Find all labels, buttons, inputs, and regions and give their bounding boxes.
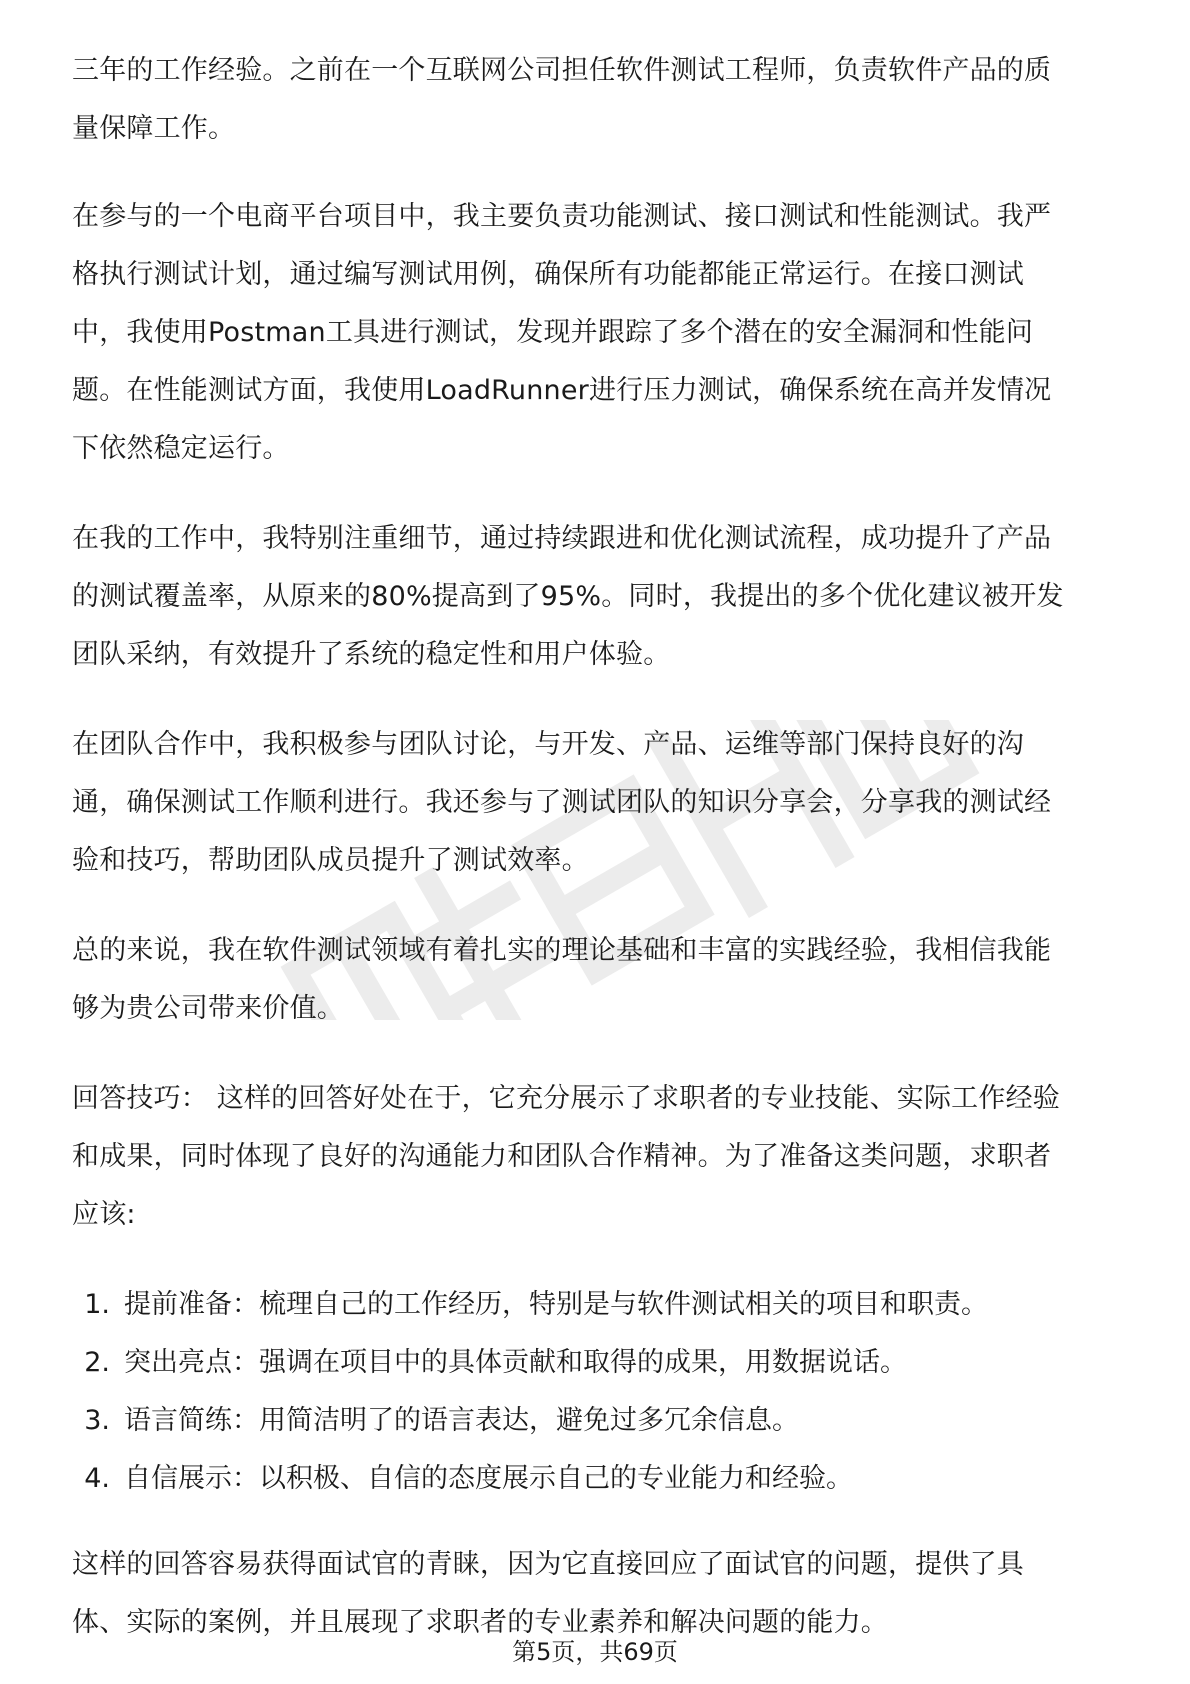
page-number-footer: 第5页，共69页	[512, 1638, 678, 1666]
list-item	[72, 1392, 1122, 1450]
list-text: 自信展示：以积极、自信的态度展示自己的专业能力和经验。	[124, 1463, 853, 1494]
paragraph-project: 在参与的一个电商平台项目中，我主要负责功能测试、接口测试和性能测试。我严 格执行测试计划，通过编写测试用例，确保所有功能都能正常运行。在接口测试 中，我使用Postman工具进行测试，发现并跟踪了多个潜在的安全漏洞和性能问 题。在性能测试方面，我使用LoadRunner进行压力测试，确保系统在高并发情况 下依然稳定运行。	[72, 201, 1052, 464]
paragraph-closing: 这样的回答容易获得面试官的青睐，因为它直接回应了面试官的问题，提供了具 体、实际的案例，并且展现了求职者的专业素养和解决问题的能力。	[72, 1549, 1024, 1638]
paragraph-intro: 三年的工作经验。之前在一个互联网公司担任软件测试工程师，负责软件产品的质 量保障工作。	[72, 55, 1052, 144]
list-number: 3.	[84, 1405, 110, 1436]
list-text: 提前准备：梳理自己的工作经历，特别是与软件测试相关的项目和职责。	[124, 1289, 988, 1320]
tips-list	[72, 1276, 1122, 1508]
paragraph-summary: 总的来说，我在软件测试领域有着扎实的理论基础和丰富的实践经验，我相信我能 够为贵公司带来价值。	[72, 935, 1052, 1024]
paragraph-teamwork: 在团队合作中，我积极参与团队讨论，与开发、产品、运维等部门保持良好的沟 通，确保测试工作顺利进行。我还参与了测试团队的知识分享会，分享我的测试经 验和技巧，帮助团队成员提升了测试效率。	[72, 729, 1052, 876]
document-body	[72, 42, 1122, 1684]
list-item	[72, 1334, 1122, 1392]
list-text: 突出亮点：强调在项目中的具体贡献和取得的成果，用数据说话。	[124, 1347, 907, 1378]
list-item	[72, 1450, 1122, 1508]
list-text: 语言简练：用简洁明了的语言表达，避免过多冗余信息。	[124, 1405, 799, 1436]
list-number: 1.	[84, 1289, 110, 1320]
list-item	[72, 1276, 1122, 1334]
paragraph-achievements: 在我的工作中，我特别注重细节，通过持续跟进和优化测试流程，成功提升了产品 的测试覆盖率，从原来的80%提高到了95%。同时，我提出的多个优化建议被开发 团队采纳，有效提升了系统的稳定性和用户体验。	[72, 523, 1064, 670]
paragraph-answer-tips: 回答技巧： 这样的回答好处在于，它充分展示了求职者的专业技能、实际工作经验 和成果，同时体现了良好的沟通能力和团队合作精神。为了准备这类问题，求职者 应该:	[72, 1083, 1060, 1230]
list-number: 4.	[84, 1463, 110, 1494]
list-number: 2.	[84, 1347, 110, 1378]
